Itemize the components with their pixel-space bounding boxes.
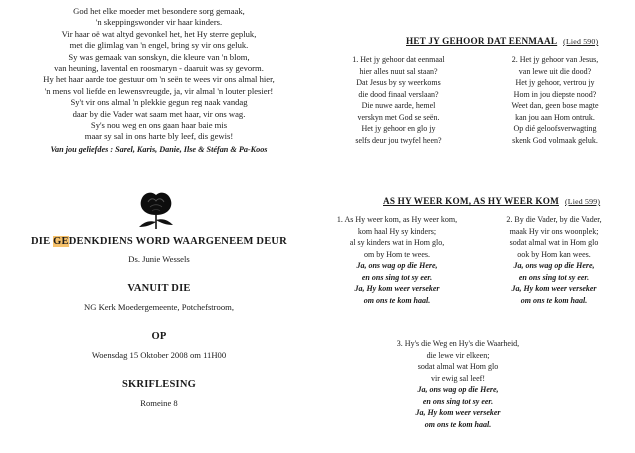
poem-line: 'n skeppingswonder vir haar kinders. (95, 17, 223, 28)
on-heading: OP (151, 331, 167, 342)
right-panel (318, 0, 635, 453)
reading-heading: SKRIFLESING (122, 379, 196, 390)
hymn-1-title: HET JY GEHOOR DAT EENMAAL (Lied 590) (406, 36, 599, 46)
poem-line: maar sy sal in ons harte bly leef, dis gewis! (84, 131, 234, 142)
venue: NG Kerk Moedergemeente, Potchefstroom, (84, 302, 234, 312)
hymn-2-verse-3: 3. Hy's die Weg en Hy's die Waarheid, die lewe vir elkeen; sodat almal wat Hom glo vir ewig sal leef! Ja, ons wag op die Here, en ons sing tot sy eer. Ja, Hy kom weer verseker om ons te kom haal. (396, 339, 520, 429)
hymn-1-verse-2: 2. Het jy gehoor van Jesus, van lewe uit die dood? Het jy gehoor, vertrou jy Hom in jou diepste nood? Weet dan, geen bose magte kan jou aan Hom ontruk. Op dié geloofsverwagting skenk God volmaak geluk. (511, 55, 599, 145)
reading-reference: Romeine 8 (140, 398, 178, 408)
hymn-1-verse-1: 1. Het jy gehoor dat eenmaal hier alles nuut sal staan? Dat Jesus by sy weerkoms die dood finaal verslaan? Die nuwe aarde, hemel verskyn met God se seën. Het jy gehoor en glo jy selfs deur jou twyfel heen? (352, 55, 445, 145)
hymn-2-number: (Lied 599) (565, 197, 601, 206)
service-datetime: Woensdag 15 Oktober 2008 om 11H00 (91, 350, 227, 360)
poem (2, 6, 316, 155)
officiant: Ds. Junie Wessels (128, 254, 190, 264)
hymn-1-number: (Lied 590) (563, 37, 599, 46)
hymn-2-verse-1: 1. As Hy weer kom, as Hy weer kom, kom haal Hy sy kinders; al sy kinders wat in Hom glo, om by Hom te wees. Ja, ons wag op die Here, en ons sing tot sy eer. Ja, Hy kom weer verseker om ons te kom haal. (336, 215, 458, 305)
hymn-2-title: AS HY WEER KOM, AS HY WEER KOM (Lied 599) (383, 196, 601, 206)
poem-line: 'n mens vol liefde en lewensvreugde, ja, vir almal 'n louter plesier! (44, 85, 274, 96)
poem-line: Hy het haar aarde toe gestuur om 'n seën te wees vir ons almal hier, (43, 74, 275, 85)
poem-line: Sy was gemaak van sonskyn, die kleure van 'n blom, (68, 51, 250, 62)
poem-signature: Van jou geliefdes : Sarel, Karis, Danie, Ilse & Stéfan & Pa-Koos (50, 144, 268, 154)
from-heading: VANUIT DIE (127, 283, 191, 294)
poem-line: Sy's nou weg en ons gaan haar baie mis (90, 120, 228, 131)
poem-line: daar by die Vader wat saam met haar, vir ons wag. (72, 108, 246, 119)
poem-line: met die glimlag van 'n engel, bring sy vir ons geluk. (69, 40, 249, 51)
rose-icon (130, 189, 182, 231)
poem-line: van heuning, lavental en roosmaryn - daaruit was sy gevorm. (54, 63, 264, 74)
poem-line: God het elke moeder met besondere sorg gemaak, (73, 6, 245, 16)
service-title: DIE GEDENKDIENS WORD WAARGENEEM DEUR (31, 236, 287, 247)
poem-line: Sy't vir ons almal 'n plekkie gegun reg naak vandag (70, 97, 248, 108)
poem-line: Vir haar oë wat altyd gevonkel het, het Hy sterre gepluk, (61, 28, 257, 39)
hymn-2-verse-2: 2. By die Vader, by die Vader, maak Hy vir ons woonplek; sodat almal wat in Hom glo ook by Hom kan wees. Ja, ons wag op die Here, en ons sing tot sy eer. Ja, Hy kom weer verseker om ons te kom haal. (506, 215, 602, 305)
